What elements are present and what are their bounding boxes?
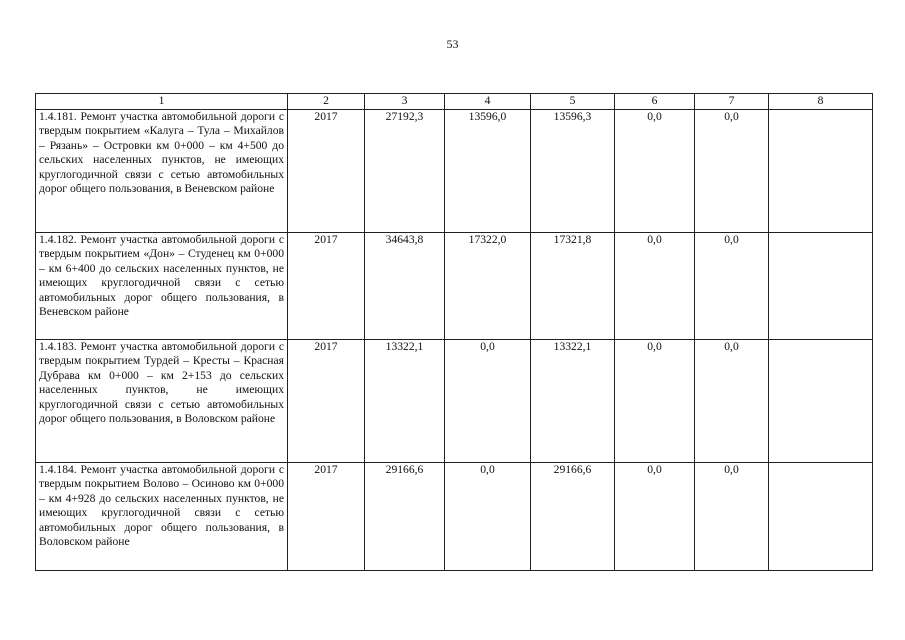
column-header-8: 8 [769,94,873,110]
row-col-3: 34643,8 [365,233,445,340]
row-col-5: 13322,1 [531,340,615,463]
program-table [35,93,873,571]
column-header-1: 1 [36,94,288,110]
row-year: 2017 [288,233,365,340]
row-col-6: 0,0 [615,233,695,340]
row-col-8 [769,340,873,463]
table-row [36,340,873,463]
row-year: 2017 [288,110,365,233]
row-col-8 [769,110,873,233]
column-header-3: 3 [365,94,445,110]
row-col-4: 17322,0 [445,233,531,340]
row-year: 2017 [288,340,365,463]
row-col-7: 0,0 [695,110,769,233]
row-col-5: 13596,3 [531,110,615,233]
row-col-6: 0,0 [615,110,695,233]
column-header-5: 5 [531,94,615,110]
row-col-4: 0,0 [445,340,531,463]
row-description: 1.4.182. Ремонт участка автомобильной дороги с твердым покрытием «Дон» – Студенец км 0+000 – км 6+400 до сельских населенных пунктов, не имеющих круглогодичной связи с сетью автомобильных дорог общего пользования, в Веневском районе [36,233,288,340]
row-col-8 [769,233,873,340]
row-col-5: 29166,6 [531,463,615,571]
row-col-8 [769,463,873,571]
row-col-3: 29166,6 [365,463,445,571]
row-col-3: 27192,3 [365,110,445,233]
row-col-5: 17321,8 [531,233,615,340]
column-header-4: 4 [445,94,531,110]
column-header-7: 7 [695,94,769,110]
row-description: 1.4.183. Ремонт участка автомобильной дороги с твердым покрытием Турдей – Кресты – Красная Дубрава км 0+000 – км 2+153 до сельских населенных пунктов, не имеющих круглогодичной связи с сетью автомобильных дорог общего пользования, в Воловском районе [36,340,288,463]
row-col-4: 0,0 [445,463,531,571]
row-col-4: 13596,0 [445,110,531,233]
row-col-7: 0,0 [695,340,769,463]
header-row [36,94,873,110]
row-description: 1.4.181. Ремонт участка автомобильной дороги с твердым покрытием «Калуга – Тула – Михайлов – Рязань» – Островки км 0+000 – км 4+500 до сельских населенных пунктов, не имеющих круглогодичной связи с сетью автомобильных дорог общего пользования, в Веневском районе [36,110,288,233]
row-description: 1.4.184. Ремонт участка автомобильной дороги с твердым покрытием Волово – Осиново км 0+000 – км 4+928 до сельских населенных пунктов, не имеющих круглогодичной связи с сетью автомобильных дорог общего пользования, в Воловском районе [36,463,288,571]
table-row [36,110,873,233]
row-col-7: 0,0 [695,233,769,340]
row-col-7: 0,0 [695,463,769,571]
row-year: 2017 [288,463,365,571]
page-number: 53 [446,37,459,51]
column-header-6: 6 [615,94,695,110]
row-col-3: 13322,1 [365,340,445,463]
table-row [36,233,873,340]
table-row [36,463,873,571]
row-col-6: 0,0 [615,463,695,571]
row-col-6: 0,0 [615,340,695,463]
column-header-2: 2 [288,94,365,110]
